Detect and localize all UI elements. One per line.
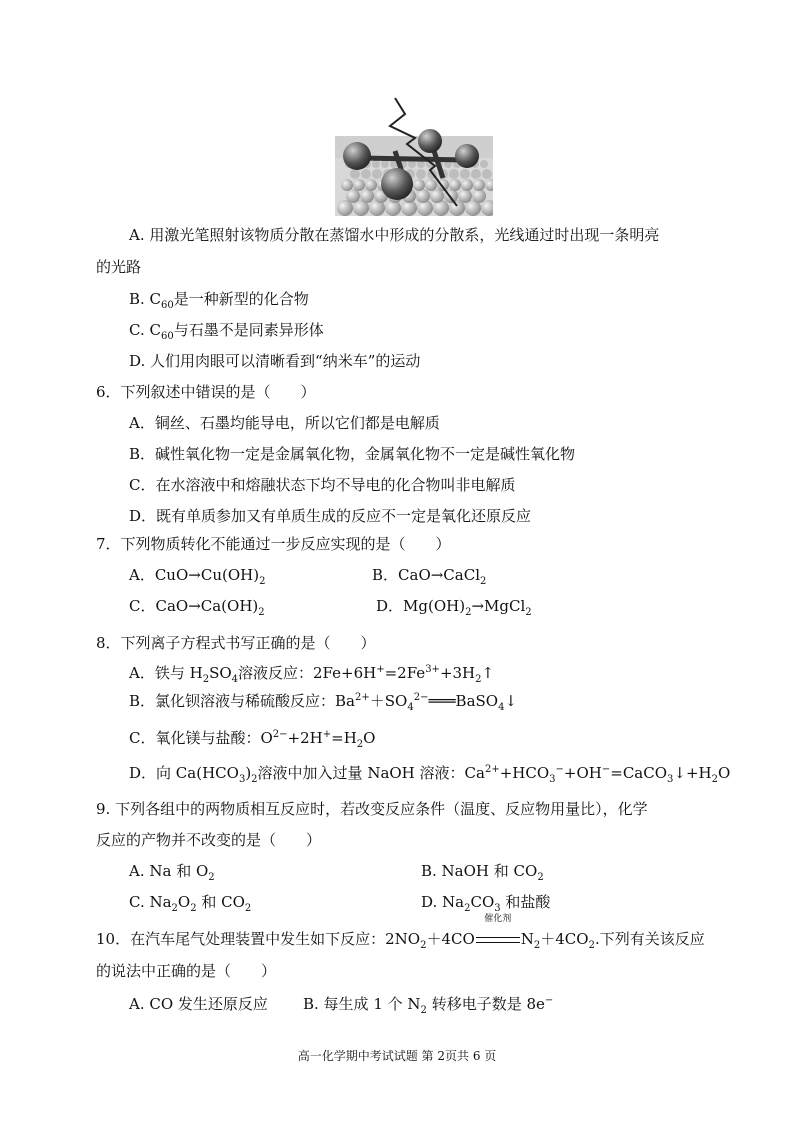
q9-option-d: D. $Na_2CO_3$ 和盐酸 bbox=[421, 893, 551, 914]
q6-option-d: D．既有单质参加又有单质生成的反应不一定是氧化还原反应 bbox=[129, 507, 532, 525]
q8-option-c: C．氧化镁与盐酸：$O^{2-}+2H^+=H_2O$ bbox=[129, 729, 376, 750]
catalyst-arrow bbox=[475, 914, 521, 950]
q6-option-c: C．在水溶液中和熔融状态下均不导电的化合物叫非电解质 bbox=[129, 476, 516, 494]
q5-option-c: C. $C_{60}$与石墨不是同素异形体 bbox=[129, 321, 324, 342]
q7-option-a: A．$CuO\to Cu(OH)_2$ bbox=[129, 566, 266, 587]
q9-stem-line2: 反应的产物并不改变的是（ ） bbox=[96, 831, 322, 849]
q9-option-a: A. Na 和 $O_2$ bbox=[129, 862, 215, 883]
nanocar-figure bbox=[335, 96, 493, 216]
catalyst-label: 催化剂 bbox=[484, 914, 512, 924]
q5-option-b: B. $C_{60}$是一种新型的化合物 bbox=[129, 290, 309, 311]
q6-option-a: A．铜丝、石墨均能导电，所以它们都是电解质 bbox=[129, 414, 440, 432]
q8-option-a: A．铁与 $H_2SO_4$溶液反应：$2Fe+6H^+=2Fe^{3+}+3H_2↑$ bbox=[129, 664, 495, 685]
q6-stem: 6．下列叙述中错误的是（ ） bbox=[96, 383, 316, 401]
q9-option-c: C. $Na_2O_2$ 和 $CO_2$ bbox=[129, 893, 252, 914]
q10-stem-line2: 的说法中正确的是（ ） bbox=[96, 962, 277, 980]
q6-option-b: B．碱性氧化物一定是金属氧化物，金属氧化物不一定是碱性氧化物 bbox=[129, 445, 576, 463]
q10-stem-line1: 10．在汽车尾气处理装置中发生如下反应：$2NO_2+4CO$ 催化剂 $N_2+4CO_2$.下列有关该反应 bbox=[96, 914, 705, 951]
q10-option-b: B. 每生成 1 个 $N_2$ 转移电子数是 8e− bbox=[303, 995, 554, 1016]
q7-option-c: C．$CaO\to Ca(OH)_2$ bbox=[129, 597, 265, 618]
q5-option-d: D. 人们用肉眼可以清晰看到“纳米车”的运动 bbox=[129, 352, 421, 370]
page-footer: 高一化学期中考试试题 第 2页共 6 页 bbox=[297, 1049, 497, 1063]
q5-option-a-line2: 的光路 bbox=[96, 258, 142, 276]
q8-option-b: B．氯化钡溶液与稀硫酸反应：$Ba^{2+}+SO_4^{2-}═══BaSO_4↓$ bbox=[129, 692, 518, 713]
q7-option-d: D．$Mg(OH)_2\to MgCl_2$ bbox=[376, 597, 532, 618]
q5-option-a-line1: A. 用激光笔照射该物质分散在蒸馏水中形成的分散系，光线通过时出现一条明亮 bbox=[129, 226, 660, 244]
q9-option-b: B. NaOH 和 $CO_2$ bbox=[421, 862, 544, 883]
q7-option-b: B．CaO→CaCl$_2$ bbox=[372, 566, 487, 587]
q7-stem: 7．下列物质转化不能通过一步反应实现的是（ ） bbox=[96, 535, 451, 553]
q8-option-d: D．向 $Ca(HCO_3)_2$溶液中加入过量 NaOH 溶液：$Ca^{2+}+HCO_3^-+OH^-=CaCO_3↓+H_2O$ bbox=[129, 764, 731, 785]
q10-option-a: A. CO 发生还原反应 bbox=[129, 995, 268, 1013]
q8-stem: 8．下列离子方程式书写正确的是（ ） bbox=[96, 634, 376, 652]
q9-stem-line1: 9. 下列各组中的两物质相互反应时，若改变反应条件（温度、反应物用量比），化学 bbox=[96, 800, 648, 818]
